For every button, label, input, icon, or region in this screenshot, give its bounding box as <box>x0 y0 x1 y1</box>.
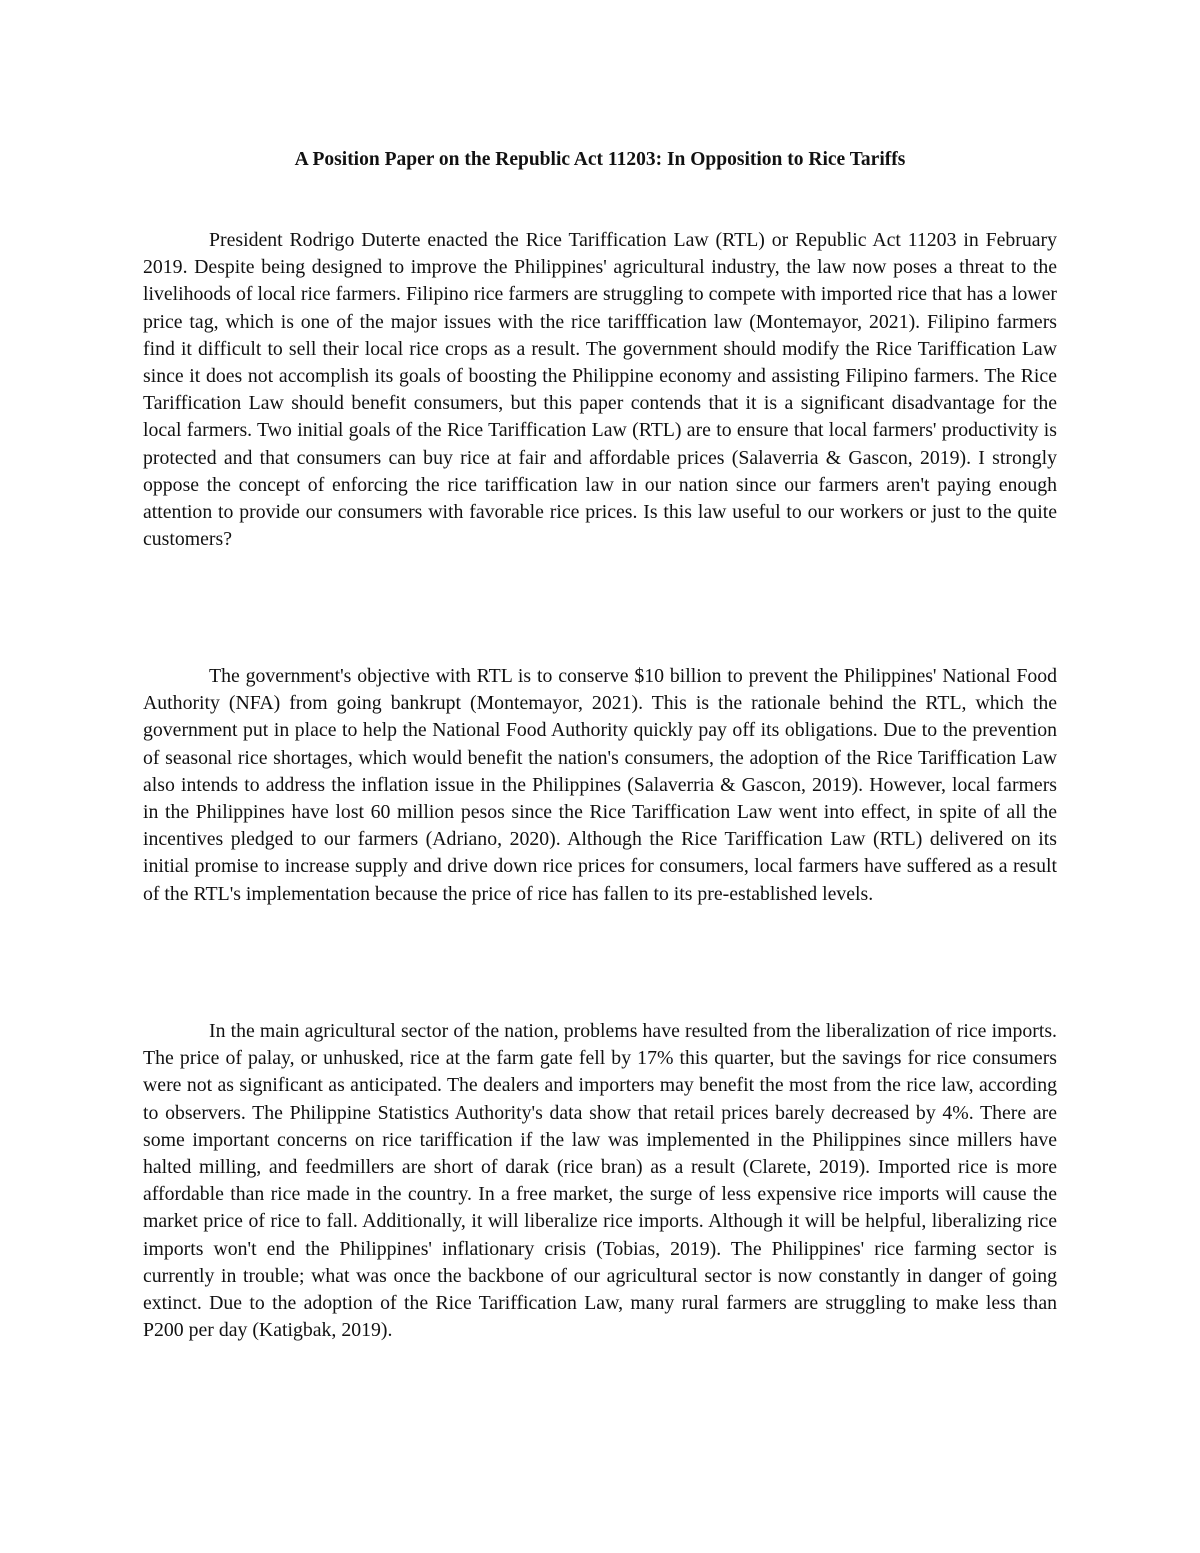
document-title: A Position Paper on the Republic Act 11203: In Opposition to Rice Tariffs <box>294 149 906 170</box>
paragraph-2: The government's objective with RTL is to conserve $10 billion to prevent the Philippines' National Food Authority (NFA) from going bankrupt (Montemayor, 2021). This is the rationale behind the RTL, which the government put in place to help the National Food Authority quickly pay off its obligations. Due to the prevention of seasonal rice shortages, which would benefit the nation's consumers, the adoption of the Rice Tariffication Law also intends to address the inflation issue in the Philippines (Salaverria & Gascon, 2019). However, local farmers in the Philippines have lost 60 million pesos since the Rice Tariffication Law went into effect, in spite of all the incentives pledged to our farmers (Adriano, 2020). Although the Rice Tariffication Law (RTL) delivered on its initial promise to increase supply and drive down rice prices for consumers, local farmers have suffered as a result of the RTL's implementation because the price of rice has fallen to its pre-established levels. <box>143 665 1057 905</box>
paragraph-3: In the main agricultural sector of the nation, problems have resulted from the liberalization of rice imports. The price of palay, or unhusked, rice at the farm gate fell by 17% this quarter, but the savings for rice consumers were not as significant as anticipated. The dealers and importers may benefit the most from the rice law, according to observers. The Philippine Statistics Authority's data show that retail prices barely decreased by 4%. There are some important concerns on rice tariffication if the law was implemented in the Philippines since millers have halted milling, and feedmillers are short of darak (rice bran) as a result (Clarete, 2019). Imported rice is more affordable than rice made in the country. In a free market, the surge of less expensive rice imports will cause the market price of rice to fall. Additionally, it will liberalize rice imports. Although it will be helpful, liberalizing rice imports won't end the Philippines' inflationary crisis (Tobias, 2019). The Philippines' rice farming sector is currently in trouble; what was once the backbone of our agricultural sector is now constantly in danger of going extinct. Due to the adoption of the Rice Tariffication Law, many rural farmers are struggling to make less than P200 per day (Katigbak, 2019). <box>143 1020 1057 1342</box>
paragraph-1: President Rodrigo Duterte enacted the Rice Tariffication Law (RTL) or Republic Act 11203 in February 2019. Despite being designed to improve the Philippines' agricultural industry, the law now poses a threat to the livelihoods of local rice farmers. Filipino rice farmers are struggling to compete with imported rice that has a lower price tag, which is one of the major issues with the rice tarifffication law (Montemayor, 2021). Filipino farmers find it difficult to sell their local rice crops as a result. The government should modify the Rice Tariffication Law since it does not accomplish its goals of boosting the Philippine economy and assisting Filipino farmers. The Rice Tariffication Law should benefit consumers, but this paper contends that it is a significant disadvantage for the local farmers. Two initial goals of the Rice Tariffication Law (RTL) are to ensure that local farmers' productivity is protected and that consumers can buy rice at fair and affordable prices (Salaverria & Gascon, 2019). I strongly oppose the concept of enforcing the rice tariffication law in our nation since our farmers aren't paying enough attention to provide our consumers with favorable rice prices. Is this law useful to our workers or just to the quite customers? <box>143 229 1057 551</box>
